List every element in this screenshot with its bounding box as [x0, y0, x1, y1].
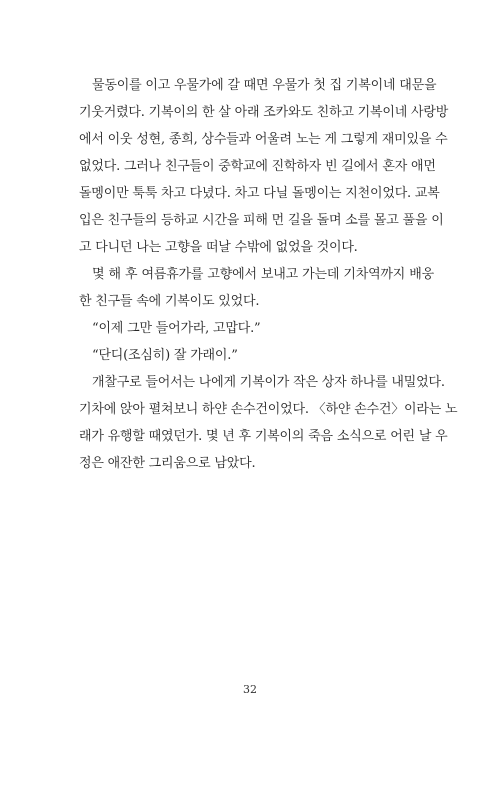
paragraph-line: 에서 이웃 성현, 종희, 상수들과 어울려 노는 게 그렇게 재미있을 수 — [79, 132, 448, 147]
body-text — [79, 72, 458, 477]
paragraph-line: 물동이를 이고 우물가에 갈 때면 우물가 첫 집 기복이네 대문을 — [92, 78, 437, 93]
dialogue-line: “이제 그만 들어가라, 고맙다.” — [92, 321, 261, 336]
paragraph-line: 고 다니던 나는 고향을 떠날 수밖에 없었을 것이다. — [79, 240, 358, 255]
dialogue-line: “단디(조심히) 잘 가래이.” — [92, 348, 238, 363]
paragraph-line: 없었다. 그러나 친구들이 중학교에 진학하자 빈 길에서 혼자 애먼 — [79, 159, 436, 174]
paragraph-line: 기차에 앉아 펼쳐보니 하얀 손수건이었다. 〈하얀 손수건〉이라는 노 — [79, 402, 458, 417]
paragraph-line: 개찰구로 들어서는 나에게 기복이가 작은 상자 하나를 내밀었다. — [92, 375, 445, 390]
paragraph-line: 입은 친구들의 등하교 시간을 피해 먼 길을 돌며 소를 몰고 풀을 이 — [79, 213, 444, 228]
page-number: 32 — [243, 683, 257, 696]
paragraph-line: 몇 해 후 여름휴가를 고향에서 보내고 가는데 기차역까지 배웅 — [92, 267, 434, 282]
paragraph-line: 돌멩이만 툭툭 차고 다녔다. 차고 다닐 돌멩이는 지천이었다. 교복 — [79, 186, 440, 201]
paragraph-line: 래가 유행할 때였던가. 몇 년 후 기복이의 죽음 소식으로 어린 날 우 — [79, 429, 448, 444]
paragraph-line: 한 친구들 속에 기복이도 있었다. — [79, 294, 260, 309]
paragraph-line: 정은 애잔한 그리움으로 남았다. — [79, 456, 256, 471]
paragraph-line: 기웃거렸다. 기복이의 한 살 아래 조카와도 친하고 기복이네 사랑방 — [79, 105, 449, 120]
